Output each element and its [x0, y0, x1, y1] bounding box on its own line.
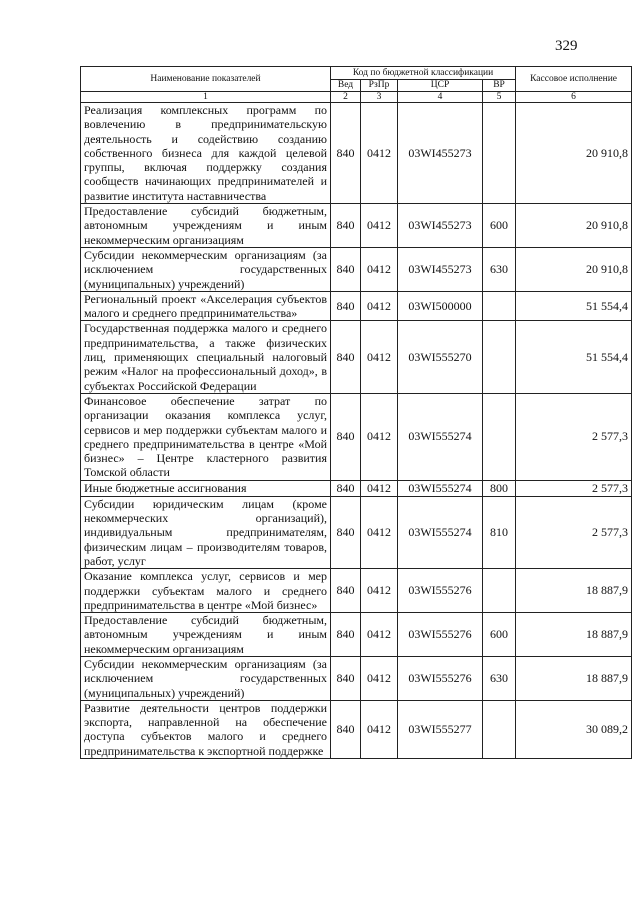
row-name: Развитие деятельности центров поддержки экспорта, направленной на обеспечение доступа субъектов малого и среднего предпринимательства к экспортной поддержке — [81, 700, 331, 758]
row-vr: 600 — [483, 613, 516, 657]
header-rzpr: РзПр — [361, 80, 398, 92]
row-csr: 03WI555270 — [398, 321, 483, 393]
row-ved: 840 — [331, 321, 361, 393]
row-csr: 03WI555276 — [398, 569, 483, 613]
table-row — [81, 321, 632, 393]
row-amount: 2 577,3 — [516, 496, 632, 568]
row-amount: 51 554,4 — [516, 291, 632, 321]
row-name: Предоставление субсидий бюджетным, автономным учреждениям и иным некоммерческим организациям — [81, 613, 331, 657]
row-rzpr: 0412 — [361, 103, 398, 204]
row-name: Предоставление субсидий бюджетным, автономным учреждениям и иным некоммерческим организациям — [81, 204, 331, 248]
column-number: 2 — [331, 92, 361, 103]
row-amount: 18 887,9 — [516, 569, 632, 613]
row-amount: 20 910,8 — [516, 247, 632, 291]
row-name: Государственная поддержка малого и среднего предпринимательства, а также физических лиц, применяющих специальный налоговый режим «Налог на профессиональный доход», в субъектах Российской Федерации — [81, 321, 331, 393]
table-row — [81, 204, 632, 248]
row-rzpr: 0412 — [361, 569, 398, 613]
table-row — [81, 496, 632, 568]
row-name: Иные бюджетные ассигнования — [81, 480, 331, 496]
row-rzpr: 0412 — [361, 393, 398, 480]
row-vr — [483, 393, 516, 480]
row-csr: 03WI555276 — [398, 656, 483, 700]
header-code-group: Код по бюджетной классификации — [331, 67, 516, 80]
row-amount: 51 554,4 — [516, 321, 632, 393]
row-ved: 840 — [331, 700, 361, 758]
row-vr: 630 — [483, 247, 516, 291]
row-amount: 20 910,8 — [516, 204, 632, 248]
row-ved: 840 — [331, 569, 361, 613]
row-csr: 03WI555276 — [398, 613, 483, 657]
column-number: 6 — [516, 92, 632, 103]
row-csr: 03WI555274 — [398, 496, 483, 568]
row-vr — [483, 700, 516, 758]
row-csr: 03WI455273 — [398, 103, 483, 204]
row-rzpr: 0412 — [361, 247, 398, 291]
table-header-row — [81, 67, 632, 80]
row-ved: 840 — [331, 247, 361, 291]
column-number: 1 — [81, 92, 331, 103]
row-name: Оказание комплекса услуг, сервисов и мер поддержки субъектам малого и среднего предпринимательства в центре «Мой бизнес» — [81, 569, 331, 613]
column-number: 3 — [361, 92, 398, 103]
row-ved: 840 — [331, 393, 361, 480]
table-row — [81, 613, 632, 657]
table-row — [81, 700, 632, 758]
row-name: Финансовое обеспечение затрат по организации оказания комплекса услуг, сервисов и мер поддержки субъектам малого и среднего предпринимательства в центре «Мой бизнес» – Центре кластерного развития Томской области — [81, 393, 331, 480]
table-row — [81, 656, 632, 700]
row-rzpr: 0412 — [361, 496, 398, 568]
row-csr: 03WI455273 — [398, 204, 483, 248]
header-name-column: Наименование показателей — [81, 67, 331, 92]
row-ved: 840 — [331, 204, 361, 248]
row-ved: 840 — [331, 480, 361, 496]
row-name: Субсидии некоммерческим организациям (за исключением государственных (муниципальных) учреждений) — [81, 247, 331, 291]
column-number: 5 — [483, 92, 516, 103]
table-row — [81, 393, 632, 480]
header-vr: ВР — [483, 80, 516, 92]
table-row — [81, 480, 632, 496]
column-number: 4 — [398, 92, 483, 103]
row-rzpr: 0412 — [361, 204, 398, 248]
table-row — [81, 569, 632, 613]
table-row — [81, 247, 632, 291]
row-vr — [483, 321, 516, 393]
row-ved: 840 — [331, 656, 361, 700]
row-vr — [483, 569, 516, 613]
row-rzpr: 0412 — [361, 321, 398, 393]
row-vr: 600 — [483, 204, 516, 248]
row-csr: 03WI555277 — [398, 700, 483, 758]
row-csr: 03WI455273 — [398, 247, 483, 291]
row-csr: 03WI555274 — [398, 393, 483, 480]
row-name: Субсидии некоммерческим организациям (за исключением государственных (муниципальных) учреждений) — [81, 656, 331, 700]
row-vr: 810 — [483, 496, 516, 568]
row-rzpr: 0412 — [361, 480, 398, 496]
row-vr: 800 — [483, 480, 516, 496]
row-rzpr: 0412 — [361, 613, 398, 657]
table-row — [81, 291, 632, 321]
row-ved: 840 — [331, 613, 361, 657]
row-amount: 18 887,9 — [516, 613, 632, 657]
row-ved: 840 — [331, 103, 361, 204]
page-number: 329 — [555, 38, 578, 54]
row-vr — [483, 291, 516, 321]
row-amount: 18 887,9 — [516, 656, 632, 700]
row-amount: 30 089,2 — [516, 700, 632, 758]
row-amount: 2 577,3 — [516, 393, 632, 480]
header-ved: Вед — [331, 80, 361, 92]
row-ved: 840 — [331, 291, 361, 321]
header-csr: ЦСР — [398, 80, 483, 92]
row-csr: 03WI555274 — [398, 480, 483, 496]
row-name: Региональный проект «Акселерация субъектов малого и среднего предпринимательства» — [81, 291, 331, 321]
row-amount: 2 577,3 — [516, 480, 632, 496]
table-row — [81, 103, 632, 204]
column-number-row — [81, 92, 632, 103]
row-csr: 03WI500000 — [398, 291, 483, 321]
header-amount-column: Кассовое исполнение — [516, 67, 632, 92]
row-rzpr: 0412 — [361, 291, 398, 321]
row-rzpr: 0412 — [361, 656, 398, 700]
budget-execution-table — [80, 66, 632, 759]
row-name: Субсидии юридическим лицам (кроме некоммерческих организаций), индивидуальным предпринимателям, физическим лицам – производителям товаров, работ, услуг — [81, 496, 331, 568]
row-vr — [483, 103, 516, 204]
row-rzpr: 0412 — [361, 700, 398, 758]
row-amount: 20 910,8 — [516, 103, 632, 204]
row-vr: 630 — [483, 656, 516, 700]
row-name: Реализация комплексных программ по вовлечению в предпринимательскую деятельность и содействию созданию собственного бизнеса для каждой целевой группы, включая поддержку создания сообществ начинающих предпринимателей и развитие института наставничества — [81, 103, 331, 204]
row-ved: 840 — [331, 496, 361, 568]
